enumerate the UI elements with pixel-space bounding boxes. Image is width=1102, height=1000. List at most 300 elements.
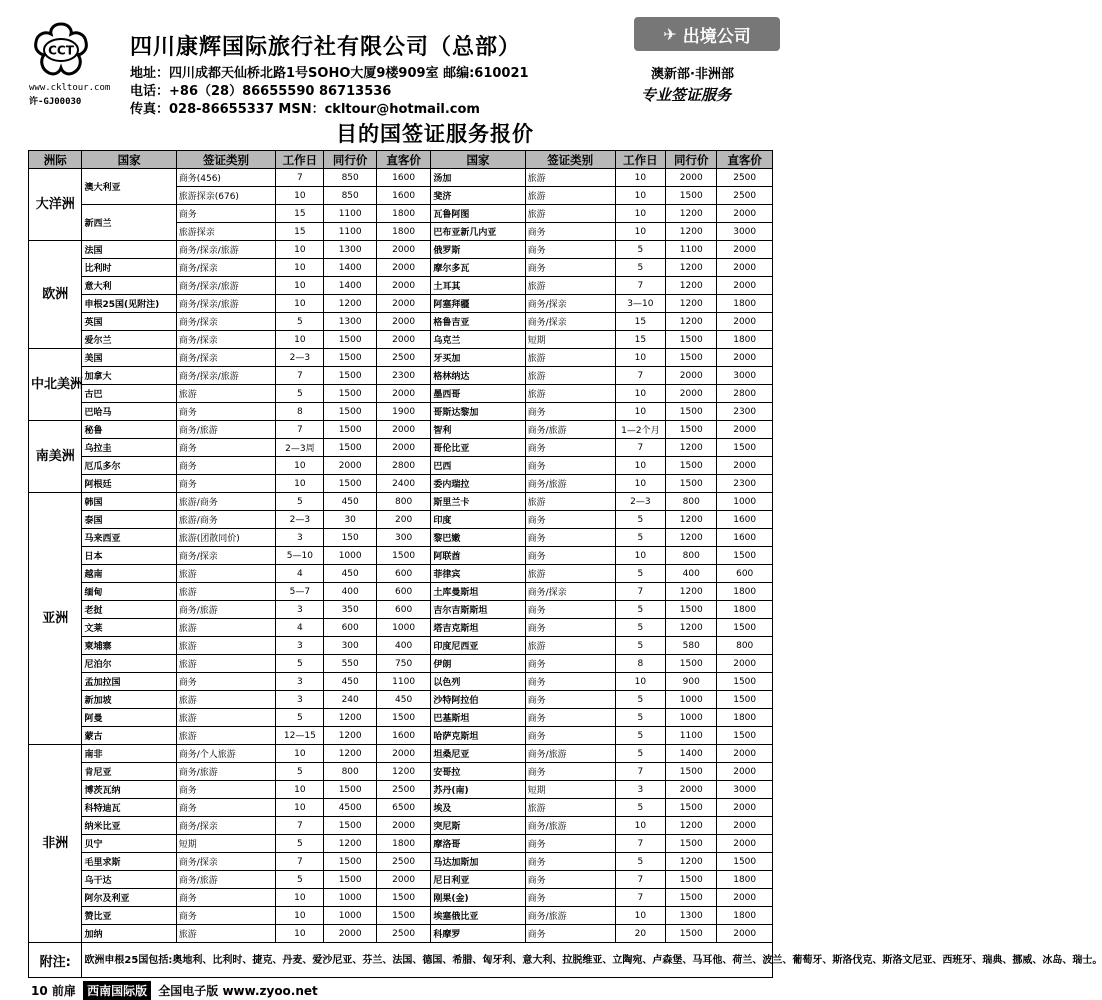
table-cell: 7 [276, 853, 324, 871]
country-cell: 乌干达 [82, 871, 176, 889]
table-cell: 2000 [717, 421, 773, 439]
table-cell: 1500 [717, 547, 773, 565]
table-row [29, 709, 773, 727]
table-cell: 1500 [717, 853, 773, 871]
table-cell: 1500 [666, 475, 717, 493]
table-cell: 10 [615, 205, 665, 223]
table-cell: 1400 [666, 745, 717, 763]
note-text: 欧洲申根25国包括:奥地利、比利时、捷克、丹麦、爱沙尼亚、芬兰、法国、德国、希腊、匈牙利、意大利、拉脱维亚、立陶宛、卢森堡、马耳他、荷兰、波兰、葡萄牙、斯洛伐克、斯洛文尼亚、西班牙、瑞典、挪威、冰岛、瑞士。 [82, 943, 773, 978]
table-cell: 旅游 [176, 925, 276, 943]
table-cell: 商务 [176, 205, 276, 223]
table-cell: 1500 [376, 547, 430, 565]
table-cell: 450 [324, 673, 376, 691]
table-cell: 1400 [324, 277, 376, 295]
table-cell: 2000 [324, 457, 376, 475]
col-header: 国家 [82, 151, 176, 169]
country-cell: 巴西 [431, 457, 525, 475]
table-cell: 商务 [525, 889, 615, 907]
table-cell: 600 [717, 565, 773, 583]
table-cell: 8 [276, 403, 324, 421]
table-cell: 10 [615, 385, 665, 403]
table-cell: 350 [324, 601, 376, 619]
table-cell: 1600 [376, 727, 430, 745]
table-cell: 1500 [666, 763, 717, 781]
table-cell: 商务/探亲/旅游 [176, 295, 276, 313]
table-cell: 5—10 [276, 547, 324, 565]
country-cell: 突尼斯 [431, 817, 525, 835]
table-cell: 商务 [525, 691, 615, 709]
continent-cell: 欧洲 [29, 241, 82, 349]
table-cell: 商务 [525, 547, 615, 565]
table-cell: 2500 [376, 925, 430, 943]
table-cell: 2000 [376, 277, 430, 295]
table-cell: 商务/旅游 [525, 475, 615, 493]
table-cell: 1500 [324, 781, 376, 799]
country-cell: 阿尔及利亚 [82, 889, 176, 907]
table-cell: 商务 [525, 835, 615, 853]
country-cell: 科摩罗 [431, 925, 525, 943]
table-cell: 2—3 [276, 349, 324, 367]
table-row [29, 547, 773, 565]
table-cell: 7 [615, 277, 665, 295]
table-cell: 5—7 [276, 583, 324, 601]
country-cell: 南非 [82, 745, 176, 763]
table-row [29, 169, 773, 187]
table-cell: 商务 [525, 673, 615, 691]
table-cell: 5 [615, 709, 665, 727]
table-cell: 20 [615, 925, 665, 943]
table-cell: 10 [276, 241, 324, 259]
country-cell: 毛里求斯 [82, 853, 176, 871]
table-cell: 旅游 [176, 583, 276, 601]
table-row [29, 871, 773, 889]
table-cell: 10 [615, 169, 665, 187]
table-cell: 900 [666, 673, 717, 691]
table-cell: 2000 [666, 781, 717, 799]
table-cell: 商务 [525, 601, 615, 619]
table-cell: 7 [615, 889, 665, 907]
country-cell: 塔吉克斯坦 [431, 619, 525, 637]
table-cell: 1100 [324, 205, 376, 223]
country-cell: 格林纳达 [431, 367, 525, 385]
table-cell: 商务 [525, 727, 615, 745]
table-cell: 2000 [717, 799, 773, 817]
table-cell: 2000 [376, 241, 430, 259]
table-cell: 旅游 [176, 691, 276, 709]
company-logo-icon [31, 20, 91, 78]
table-cell: 600 [376, 565, 430, 583]
table-cell: 400 [376, 637, 430, 655]
department-label: 澳新部·非洲部 [651, 67, 734, 82]
phone-line: 电话：+86（28）86655590 86713536 [130, 84, 392, 99]
table-cell: 1500 [666, 421, 717, 439]
table-cell: 1200 [324, 295, 376, 313]
price-table [28, 150, 1102, 978]
table-cell: 1200 [666, 529, 717, 547]
table-cell: 1300 [324, 241, 376, 259]
table-cell: 750 [376, 655, 430, 673]
fax-line: 传真：028-86655337 MSN：ckltour@hotmail.com [130, 102, 480, 117]
table-cell: 商务 [525, 871, 615, 889]
table-cell: 30 [324, 511, 376, 529]
country-cell: 马达加斯加 [431, 853, 525, 871]
table-cell: 1200 [666, 511, 717, 529]
country-cell: 巴基斯坦 [431, 709, 525, 727]
table-cell: 10 [276, 745, 324, 763]
table-cell: 15 [276, 223, 324, 241]
table-cell: 2000 [376, 439, 430, 457]
table-cell: 2500 [717, 187, 773, 205]
table-cell: 商务 [176, 907, 276, 925]
table-cell: 1800 [717, 583, 773, 601]
table-cell: 商务/探亲 [525, 313, 615, 331]
country-cell: 摩洛哥 [431, 835, 525, 853]
table-cell: 1500 [376, 907, 430, 925]
table-cell: 1200 [666, 205, 717, 223]
table-cell: 旅游探亲(676) [176, 187, 276, 205]
table-cell: 800 [666, 547, 717, 565]
table-cell: 10 [615, 403, 665, 421]
table-cell: 450 [324, 565, 376, 583]
country-cell: 法国 [82, 241, 176, 259]
table-cell: 2000 [717, 277, 773, 295]
table-cell: 1500 [717, 619, 773, 637]
country-cell: 委内瑞拉 [431, 475, 525, 493]
table-cell: 1500 [376, 709, 430, 727]
country-cell: 牙买加 [431, 349, 525, 367]
country-cell: 哥斯达黎加 [431, 403, 525, 421]
table-cell: 1500 [324, 421, 376, 439]
table-cell: 450 [324, 493, 376, 511]
website-url: www.ckltour.com [29, 83, 111, 93]
table-row [29, 331, 773, 349]
table-cell: 1200 [666, 277, 717, 295]
col-header: 直客价 [717, 151, 773, 169]
country-cell: 日本 [82, 547, 176, 565]
country-cell: 阿曼 [82, 709, 176, 727]
table-row [29, 367, 773, 385]
table-cell: 1800 [717, 907, 773, 925]
col-header: 签证类别 [525, 151, 615, 169]
table-cell: 1800 [717, 331, 773, 349]
table-cell: 商务/旅游 [176, 601, 276, 619]
table-cell: 1000 [324, 907, 376, 925]
table-cell: 商务 [525, 529, 615, 547]
table-cell: 2300 [717, 475, 773, 493]
table-cell: 旅游 [525, 205, 615, 223]
table-cell: 商务 [176, 673, 276, 691]
country-cell: 格鲁吉亚 [431, 313, 525, 331]
table-cell: 1500 [717, 727, 773, 745]
badge-label: 出境公司 [682, 26, 751, 47]
page-header [0, 0, 800, 118]
country-cell: 比利时 [82, 259, 176, 277]
address-line: 地址：四川成都天仙桥北路1号SOHO大厦9楼909室 邮编:610021 [130, 66, 529, 81]
country-cell: 坦桑尼亚 [431, 745, 525, 763]
country-cell: 肯尼亚 [82, 763, 176, 781]
table-cell: 5 [276, 835, 324, 853]
table-cell: 7 [276, 367, 324, 385]
col-header: 同行价 [324, 151, 376, 169]
table-cell: 10 [615, 475, 665, 493]
table-cell: 商务 [525, 457, 615, 475]
table-cell: 10 [615, 907, 665, 925]
table-cell: 1000 [324, 889, 376, 907]
table-cell: 旅游 [176, 655, 276, 673]
country-cell: 巴哈马 [82, 403, 176, 421]
country-cell: 尼泊尔 [82, 655, 176, 673]
continent-cell: 中北美洲 [29, 349, 82, 421]
table-cell: 商务 [525, 853, 615, 871]
country-cell: 黎巴嫩 [431, 529, 525, 547]
table-cell: 10 [615, 349, 665, 367]
table-cell: 商务 [525, 259, 615, 277]
country-cell: 新西兰 [82, 205, 176, 241]
table-cell: 10 [276, 331, 324, 349]
table-cell: 商务 [176, 799, 276, 817]
table-cell: 2—3 [276, 511, 324, 529]
table-cell: 5 [615, 601, 665, 619]
license-number: 许-GJ00030 [29, 97, 82, 107]
country-cell: 孟加拉国 [82, 673, 176, 691]
table-cell: 10 [615, 547, 665, 565]
country-cell: 汤加 [431, 169, 525, 187]
continent-cell: 非洲 [29, 745, 82, 943]
table-cell: 10 [615, 187, 665, 205]
table-row [29, 511, 773, 529]
table-cell: 1500 [666, 403, 717, 421]
table-cell: 2800 [717, 385, 773, 403]
table-cell: 10 [276, 475, 324, 493]
table-cell: 商务 [176, 439, 276, 457]
table-cell: 1800 [376, 205, 430, 223]
table-cell: 3 [276, 673, 324, 691]
table-cell: 7 [276, 817, 324, 835]
table-cell: 1800 [376, 223, 430, 241]
table-cell: 1500 [324, 367, 376, 385]
table-cell: 2400 [376, 475, 430, 493]
table-cell: 2000 [717, 349, 773, 367]
table-cell: 旅游 [525, 493, 615, 511]
country-cell: 英国 [82, 313, 176, 331]
table-cell: 5 [615, 241, 665, 259]
table-cell: 1100 [376, 673, 430, 691]
table-row [29, 781, 773, 799]
country-cell: 以色列 [431, 673, 525, 691]
table-cell: 5 [615, 727, 665, 745]
table-row [29, 277, 773, 295]
table-cell: 800 [717, 637, 773, 655]
table-row [29, 655, 773, 673]
table-row [29, 583, 773, 601]
table-row [29, 493, 773, 511]
table-cell: 商务/探亲 [176, 817, 276, 835]
country-cell: 意大利 [82, 277, 176, 295]
table-cell: 1200 [324, 745, 376, 763]
table-cell: 7 [615, 439, 665, 457]
table-cell: 1800 [717, 709, 773, 727]
table-cell: 1500 [324, 385, 376, 403]
table-cell: 1—2个月 [615, 421, 665, 439]
country-cell: 伊朗 [431, 655, 525, 673]
table-cell: 400 [324, 583, 376, 601]
table-cell: 3 [276, 529, 324, 547]
table-cell: 2000 [666, 169, 717, 187]
table-cell: 1200 [666, 853, 717, 871]
table-cell: 850 [324, 187, 376, 205]
country-cell: 马来西亚 [82, 529, 176, 547]
table-cell: 1500 [324, 871, 376, 889]
table-row [29, 295, 773, 313]
table-cell: 1500 [666, 925, 717, 943]
table-cell: 商务/探亲 [176, 313, 276, 331]
table-cell: 600 [376, 583, 430, 601]
country-cell: 缅甸 [82, 583, 176, 601]
table-cell: 580 [666, 637, 717, 655]
table-row [29, 763, 773, 781]
table-cell: 1500 [666, 187, 717, 205]
footer-edition-box: 西南国际版 [83, 981, 151, 1000]
table-cell: 1500 [324, 853, 376, 871]
table-cell: 商务/旅游 [525, 907, 615, 925]
table-cell: 2000 [717, 889, 773, 907]
table-cell: 商务 [176, 781, 276, 799]
table-cell: 5 [276, 763, 324, 781]
table-row [29, 385, 773, 403]
table-cell: 旅游 [525, 187, 615, 205]
country-cell: 加拿大 [82, 367, 176, 385]
table-cell: 1500 [666, 349, 717, 367]
table-cell: 2000 [717, 457, 773, 475]
table-cell: 商务/探亲/旅游 [176, 241, 276, 259]
table-cell: 2000 [376, 295, 430, 313]
table-cell: 商务/旅游 [176, 763, 276, 781]
table-row [29, 421, 773, 439]
page-footer [31, 981, 318, 1000]
table-cell: 5 [276, 313, 324, 331]
table-row [29, 529, 773, 547]
country-cell: 加纳 [82, 925, 176, 943]
table-cell: 1200 [666, 223, 717, 241]
table-cell: 10 [276, 889, 324, 907]
table-cell: 2000 [376, 385, 430, 403]
country-cell: 沙特阿拉伯 [431, 691, 525, 709]
table-cell: 2500 [376, 781, 430, 799]
table-cell: 2000 [717, 259, 773, 277]
table-row [29, 727, 773, 745]
table-cell: 商务/探亲/旅游 [176, 367, 276, 385]
table-cell: 旅游/商务 [176, 511, 276, 529]
table-row [29, 745, 773, 763]
table-cell: 800 [666, 493, 717, 511]
country-cell: 安哥拉 [431, 763, 525, 781]
table-cell: 2000 [717, 763, 773, 781]
table-cell: 旅游 [525, 565, 615, 583]
table-cell: 商务/旅游 [525, 817, 615, 835]
table-cell: 7 [615, 871, 665, 889]
note-row [29, 943, 773, 978]
table-cell: 旅游 [525, 349, 615, 367]
table-cell: 2500 [717, 169, 773, 187]
table-cell: 2500 [376, 349, 430, 367]
table-cell: 1500 [324, 475, 376, 493]
country-cell: 土库曼斯坦 [431, 583, 525, 601]
svg-text:CCT: CCT [48, 43, 74, 58]
country-cell: 新加坡 [82, 691, 176, 709]
company-name: 四川康辉国际旅行社有限公司（总部） [130, 35, 522, 60]
table-cell: 1800 [717, 871, 773, 889]
table-cell: 5 [615, 259, 665, 277]
table-cell: 1500 [666, 457, 717, 475]
table-cell: 1200 [376, 763, 430, 781]
table-header-row [29, 151, 773, 169]
table-cell: 7 [276, 421, 324, 439]
table-row [29, 619, 773, 637]
note-label: 附注: [29, 943, 82, 978]
table-cell: 5 [615, 745, 665, 763]
table-cell: 商务/个人旅游 [176, 745, 276, 763]
country-cell: 科特迪瓦 [82, 799, 176, 817]
table-cell: 7 [615, 763, 665, 781]
table-cell: 1100 [666, 727, 717, 745]
table-cell: 旅游 [525, 169, 615, 187]
table-cell: 1500 [324, 439, 376, 457]
table-cell: 3000 [717, 781, 773, 799]
table-cell: 商务 [525, 709, 615, 727]
table-cell: 1500 [717, 673, 773, 691]
table-cell: 5 [615, 619, 665, 637]
table-cell: 旅游 [525, 367, 615, 385]
table-cell: 1500 [324, 349, 376, 367]
table-cell: 商务 [176, 889, 276, 907]
table-cell: 旅游 [176, 709, 276, 727]
table-cell: 商务/探亲/旅游 [176, 277, 276, 295]
table-cell: 2000 [717, 925, 773, 943]
table-row [29, 403, 773, 421]
table-cell: 4500 [324, 799, 376, 817]
table-row [29, 853, 773, 871]
table-cell: 5 [615, 529, 665, 547]
country-cell: 印度尼西亚 [431, 637, 525, 655]
table-row [29, 313, 773, 331]
table-cell: 1900 [376, 403, 430, 421]
table-cell: 商务 [525, 763, 615, 781]
table-cell: 2000 [717, 835, 773, 853]
table-row [29, 691, 773, 709]
table-cell: 8 [615, 655, 665, 673]
table-cell: 600 [324, 619, 376, 637]
table-cell: 10 [276, 259, 324, 277]
table-cell: 旅游 [176, 385, 276, 403]
table-cell: 450 [376, 691, 430, 709]
table-cell: 短期 [525, 331, 615, 349]
table-cell: 2—3 [615, 493, 665, 511]
page-title: 目的国签证服务报价 [336, 122, 534, 146]
table-cell: 1100 [666, 241, 717, 259]
table-cell: 1200 [666, 817, 717, 835]
table-cell: 10 [276, 457, 324, 475]
country-cell: 老挝 [82, 601, 176, 619]
table-row [29, 601, 773, 619]
table-cell: 1800 [717, 295, 773, 313]
footer-site: 全国电子版 www.zyoo.net [158, 984, 318, 998]
country-cell: 阿根廷 [82, 475, 176, 493]
table-cell: 1200 [324, 709, 376, 727]
table-cell: 1000 [376, 619, 430, 637]
table-cell: 旅游 [176, 619, 276, 637]
country-cell: 韩国 [82, 493, 176, 511]
table-cell: 1000 [324, 547, 376, 565]
